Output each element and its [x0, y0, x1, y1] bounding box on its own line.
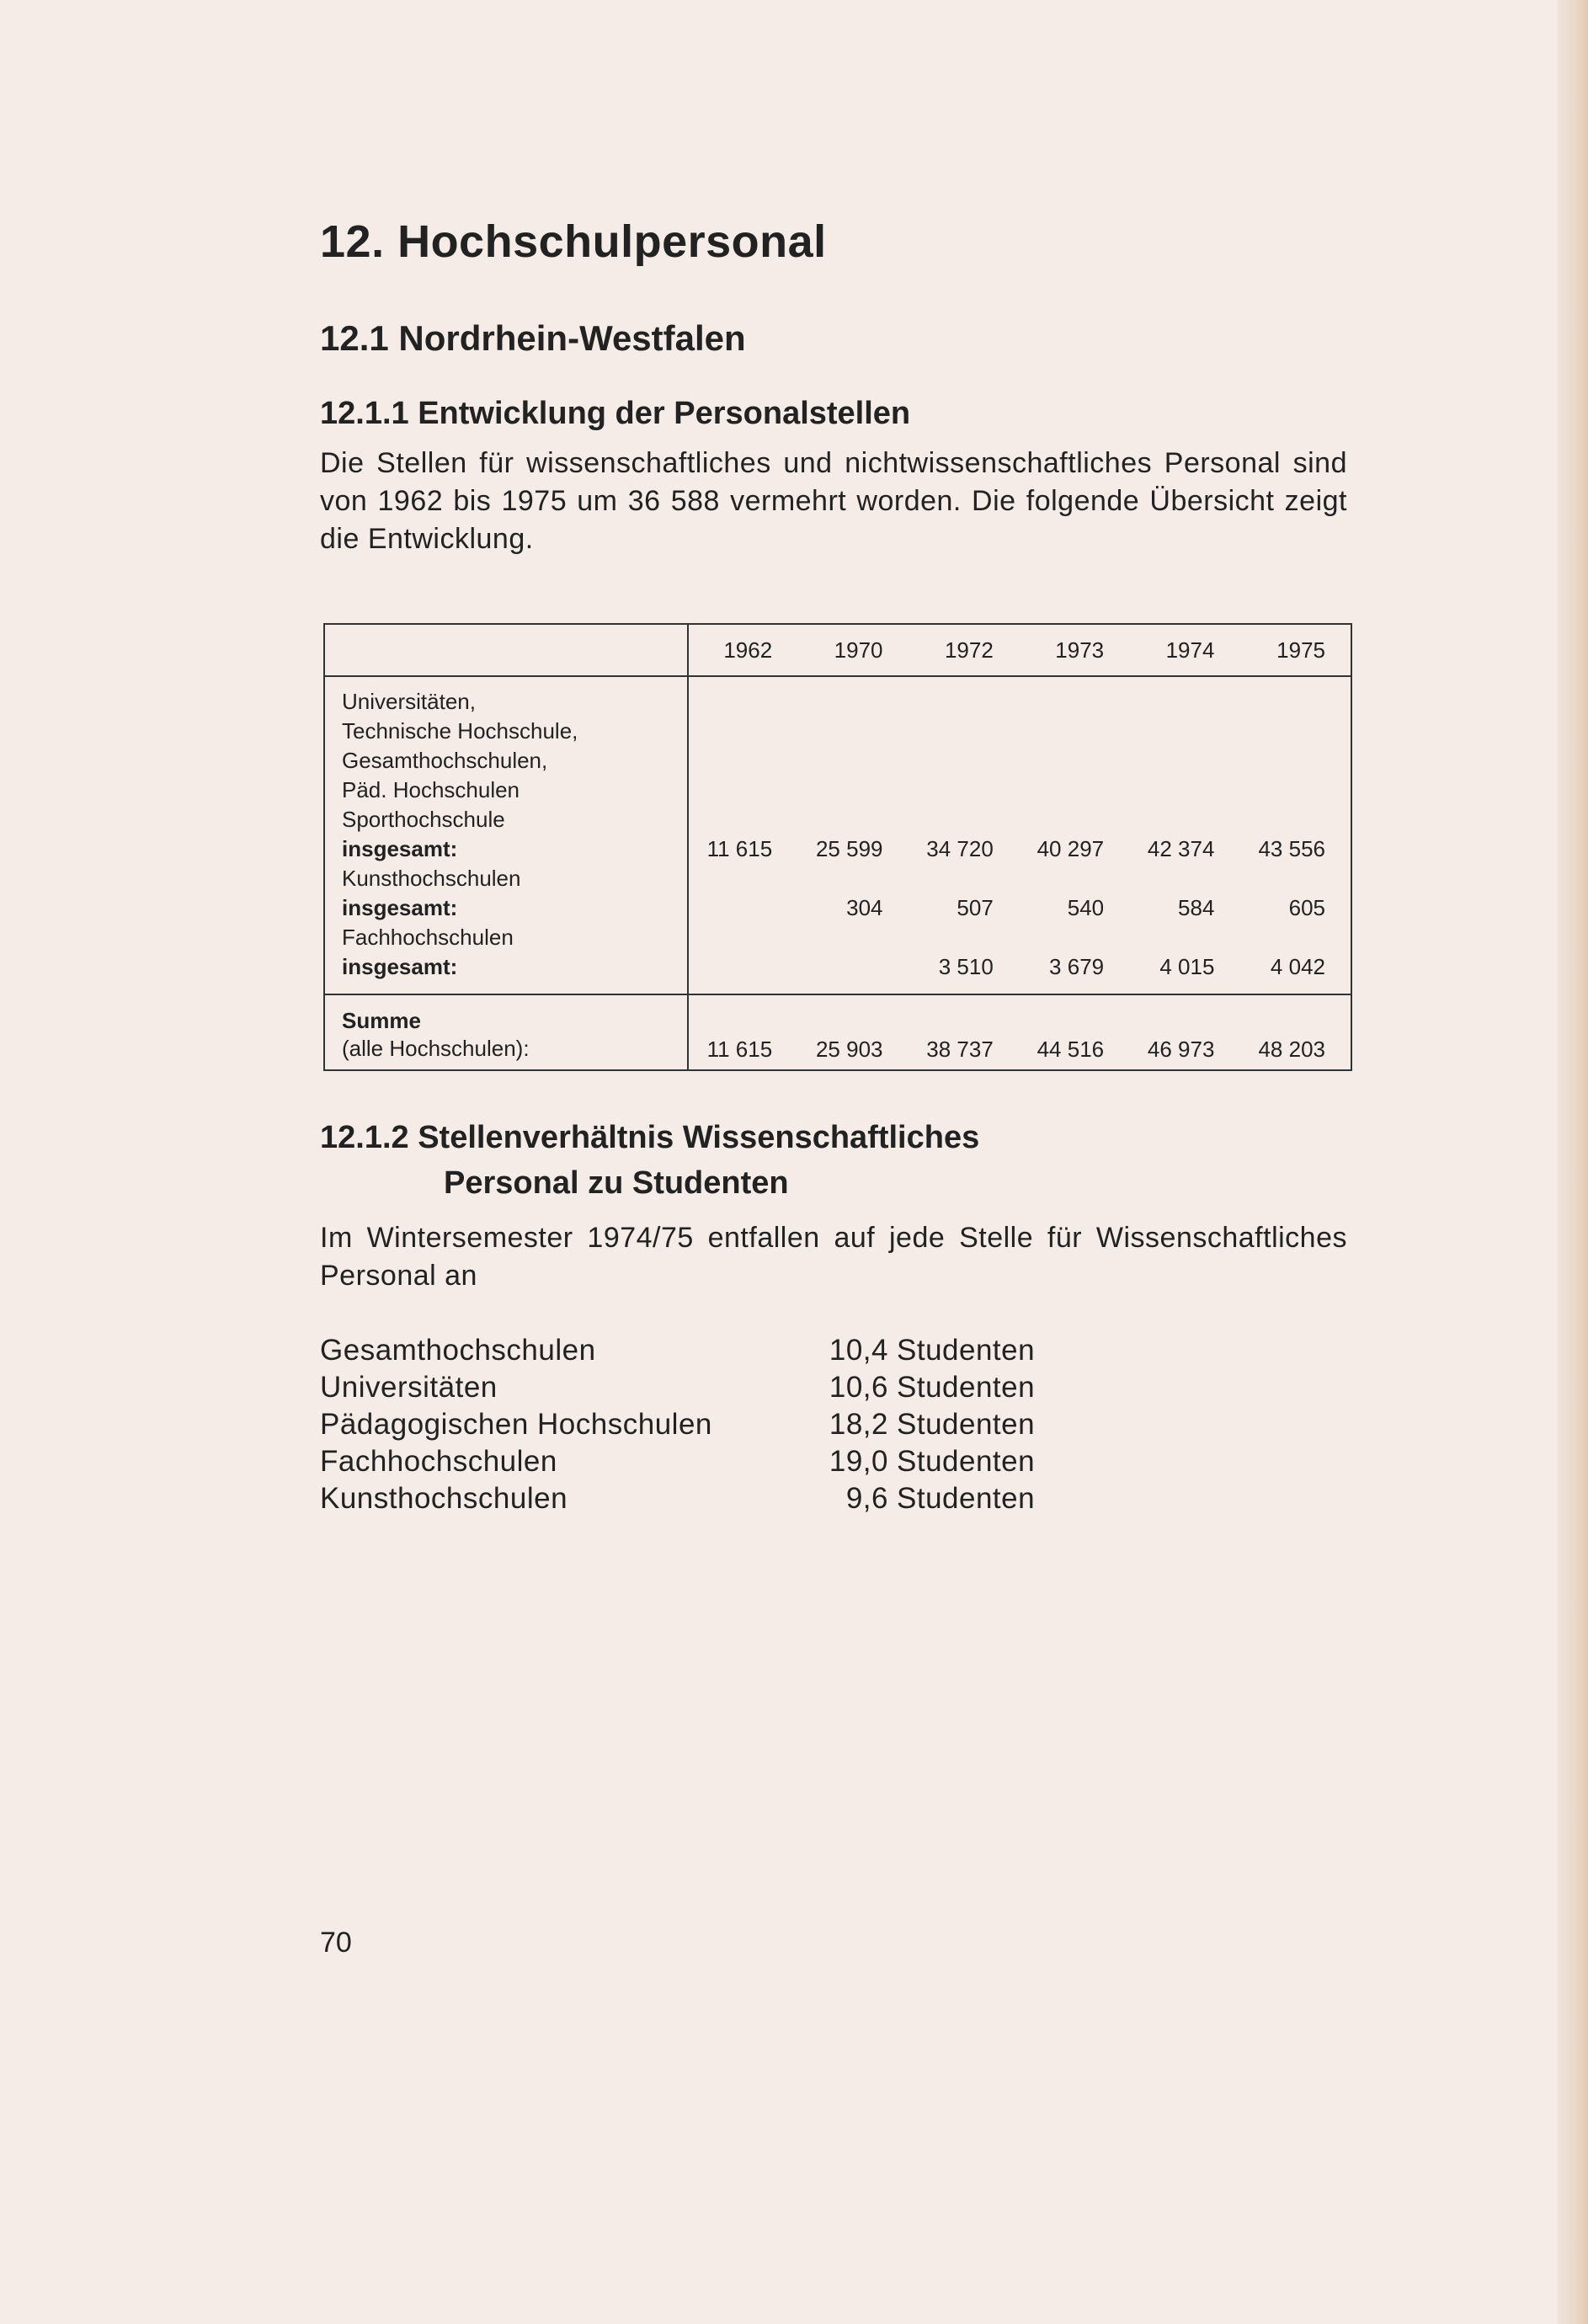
list-item [320, 1332, 1035, 1369]
cell-fachhochschulen: 4 042 [1270, 954, 1325, 979]
cell-universitaeten: 42 374 [1147, 836, 1215, 861]
cell-kunsthochschulen: 540 [1067, 895, 1105, 920]
table-header-row [324, 624, 1351, 676]
sum-cell: 44 516 [1019, 994, 1129, 1070]
sum-row [324, 994, 1351, 1070]
row-label: Technische Hochschule, [342, 718, 578, 744]
list-item [320, 1480, 1035, 1517]
ratio-list [320, 1332, 1035, 1517]
ratio-value: 10,4 [829, 1334, 888, 1367]
sum-cell: 11 615 [688, 994, 797, 1070]
ratio-name: Gesamthochschulen [320, 1334, 596, 1367]
cell-universitaeten: 34 720 [926, 836, 994, 861]
year-column-1962 [688, 676, 797, 994]
year-header: 1974 [1129, 624, 1239, 676]
year-column-1972 [909, 676, 1019, 994]
year-column-1970 [797, 676, 908, 994]
subsection-1-paragraph: Die Stellen für wissenschaftliches und nichtwissenschaftliches Personal sind von 1962 bis 1975 um 36 588 vermehrt worden. Die folgende Übersicht zeigt die Entwicklung. [320, 447, 1347, 555]
row-label-total: insgesamt: [342, 895, 458, 920]
ratio-value: 10,6 [829, 1371, 888, 1404]
cell-fachhochschulen [797, 952, 882, 982]
sum-cell: 46 973 [1129, 994, 1239, 1070]
cell-kunsthochschulen: 304 [846, 895, 883, 920]
page-edge [1558, 0, 1588, 2324]
sum-cell: 48 203 [1239, 994, 1351, 1070]
cell-kunsthochschulen: 584 [1178, 895, 1215, 920]
row-label-total: insgesamt: [342, 954, 458, 979]
year-header: 1975 [1239, 624, 1351, 676]
row-labels [324, 676, 688, 994]
year-header: 1970 [797, 624, 908, 676]
cell-fachhochschulen: 3 679 [1049, 954, 1105, 979]
cell-fachhochschulen: 3 510 [938, 954, 994, 979]
year-header: 1973 [1019, 624, 1129, 676]
table-corner-cell [324, 624, 688, 676]
list-item [320, 1369, 1035, 1406]
ratio-value: 9,6 [845, 1482, 888, 1515]
subsection-title-1: 12.1.1 Entwicklung der Personalstellen [320, 396, 911, 431]
list-item [320, 1443, 1035, 1480]
cell-universitaeten: 25 599 [815, 836, 883, 861]
sum-label: Summe [342, 1008, 421, 1033]
ratio-name: Pädagogischen Hochschulen [320, 1408, 712, 1441]
ratio-unit: Studenten [897, 1445, 1036, 1478]
row-label: Kunsthochschulen [342, 866, 521, 891]
cell-universitaeten: 11 615 [706, 836, 773, 861]
ratio-value: 19,0 [829, 1445, 888, 1478]
sum-cell: 38 737 [909, 994, 1019, 1070]
ratio-unit: Studenten [897, 1371, 1036, 1404]
cell-kunsthochschulen: 605 [1288, 895, 1325, 920]
chapter-title: 12. Hochschulpersonal [320, 216, 827, 267]
sum-label-cell [324, 994, 688, 1070]
ratio-value: 18,2 [829, 1408, 888, 1441]
year-column-1973 [1019, 676, 1129, 994]
list-item [320, 1406, 1035, 1443]
cell-fachhochschulen: 4 015 [1159, 954, 1215, 979]
ratio-name: Universitäten [320, 1371, 498, 1404]
section-title: 12.1 Nordrhein-Westfalen [320, 318, 746, 358]
sum-cell: 25 903 [797, 994, 908, 1070]
subsection-title-2-line2: Personal zu Studenten [444, 1165, 789, 1201]
cell-kunsthochschulen: 507 [957, 895, 994, 920]
row-label: Päd. Hochschulen [342, 777, 520, 802]
ratio-unit: Studenten [897, 1408, 1036, 1441]
ratio-unit: Studenten [897, 1334, 1036, 1367]
year-column-1974 [1129, 676, 1239, 994]
cell-universitaeten: 43 556 [1258, 836, 1325, 861]
row-label: Universitäten, [342, 689, 476, 714]
cell-universitaeten: 40 297 [1036, 836, 1105, 861]
year-header: 1962 [688, 624, 797, 676]
ratio-name: Fachhochschulen [320, 1445, 557, 1478]
cell-kunsthochschulen [689, 893, 772, 923]
subsection-title-2: 12.1.2 Stellenverhältnis Wissenschaftliches [320, 1120, 980, 1155]
page-number: 70 [320, 1927, 352, 1959]
personnel-table [323, 623, 1352, 1071]
sum-sublabel: (alle Hochschulen): [342, 1036, 530, 1061]
year-header: 1972 [909, 624, 1019, 676]
subsection-2-paragraph: Im Wintersemester 1974/75 entfallen auf jede Stelle für Wissenschaftliches Personal an [320, 1222, 1347, 1292]
year-column-1975 [1239, 676, 1351, 994]
ratio-unit: Studenten [897, 1482, 1036, 1515]
row-label: Sporthochschule [342, 807, 505, 832]
row-label-total: insgesamt: [342, 836, 458, 861]
row-label: Gesamthochschulen, [342, 748, 548, 773]
table-row [324, 676, 1351, 994]
ratio-name: Kunsthochschulen [320, 1482, 568, 1515]
row-label: Fachhochschulen [342, 925, 514, 950]
cell-fachhochschulen [689, 952, 772, 982]
